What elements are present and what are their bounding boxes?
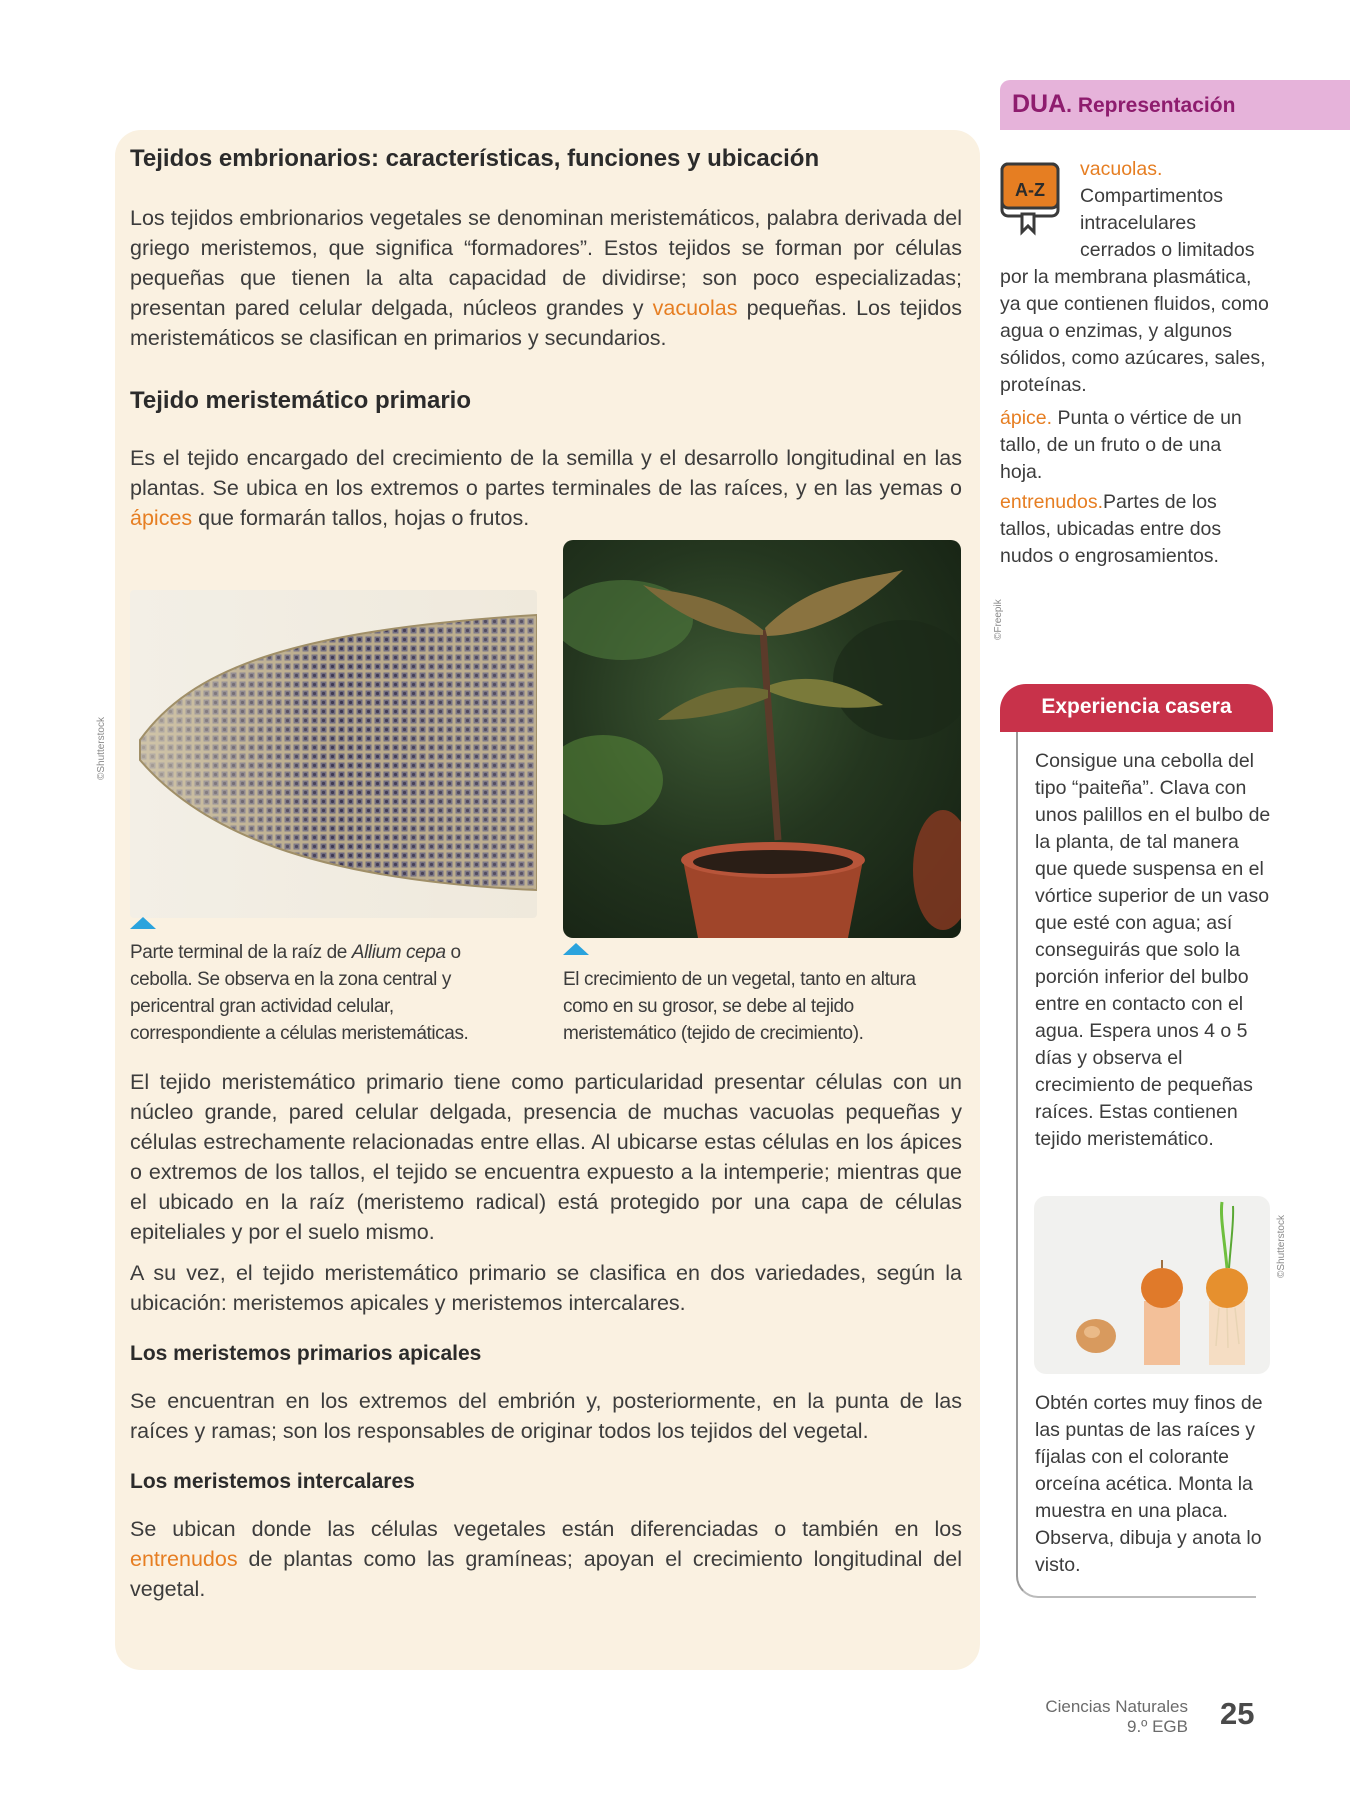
varieties-paragraph: A su vez, el tejido meristemático primario se clasifica en dos variedades, según la ubicación: meristemos apicales y meristemos intercalares. <box>130 1261 962 1315</box>
page-number: 25 <box>1220 1696 1255 1731</box>
caption-marker-icon <box>130 917 156 929</box>
home-experience-lab-instructions: Obtén cortes muy finos de las puntas de las raíces y fíjalas con el colorante orceína acética. Monta la muestra en una placa. Observa, dibuja y anota lo visto. <box>1035 1392 1263 1576</box>
plant-image-credit: ©Freepik <box>993 599 1004 640</box>
glossary-term-vacuolas-title: vacuolas. <box>1080 158 1163 180</box>
root-tip-micrograph-image <box>130 590 537 918</box>
seedling-photo-image <box>563 540 961 938</box>
onion-experiment-image <box>1034 1196 1270 1374</box>
apical-meristems-paragraph: Se encuentran en los extremos del embrión y, posteriormente, en la punta de las raíces y ramas; son los responsables de originar todos los tejidos del vegetal. <box>130 1389 962 1443</box>
glossary-term-apice: ápice. Punta o vértice de un tallo, de un fruto o de una hoja. <box>1000 407 1242 483</box>
caption-marker-icon <box>563 943 589 955</box>
plant-image-caption: El crecimiento de un vegetal, tanto en altura como en su grosor, se debe al tejido meristemático (tejido de crecimiento). <box>563 969 916 1044</box>
primary-tissue-heading: Tejido meristemático primario <box>130 387 471 414</box>
intercalary-meristems-paragraph: Se ubican donde las células vegetales están diferenciadas o también en los entrenudos de plantas como las gramíneas; apoyan el crecimiento longitudinal del vegetal. <box>130 1517 962 1601</box>
particularity-paragraph: El tejido meristemático primario tiene como particularidad presentar células con un núcleo grande, pared celular delgada, presencia de muchas vacuolas pequeñas y células estrechamente relacionadas entre ellas. Al ubicarse estas células en los ápices o extremos de los tallos, el tejido se encuentra expuesto a la intemperie; mientras que el ubicado en la raíz (meristemo radical) está protegido por una capa de células epiteliales y por el suelo mismo. <box>130 1070 962 1244</box>
onion-image-credit: ©Shutterstock <box>1276 1215 1287 1278</box>
home-experience-tab: Experiencia casera <box>1000 684 1273 732</box>
term-link-apices: ápices <box>130 506 193 530</box>
home-experience-instructions: Consigue una cebolla del tipo “paiteña”. Clava con unos palillos en el bulbo de la planta, de tal manera que quede suspensa en el vórtice superior de un vaso que esté con agua; así conseguirás que solo la porción inferior del bulbo entre en contacto con el agua. Espera unos 4 o 5 días y observa el crecimiento de pequeñas raíces. Estas contienen tejido meristemático. <box>1035 750 1271 1150</box>
intercalary-meristems-heading: Los meristemos intercalares <box>130 1470 415 1493</box>
footer-subject: Ciencias Naturales 9.º EGB <box>1045 1697 1188 1736</box>
root-image-caption: Parte terminal de la raíz de Allium cepa o cebolla. Se observa en la zona central y pericentral gran actividad celular, correspondiente a células meristemáticas. <box>130 942 469 1044</box>
apical-meristems-heading: Los meristemos primarios apicales <box>130 1342 482 1365</box>
term-link-entrenudos: entrenudos <box>130 1547 238 1571</box>
svg-text:A-Z: A-Z <box>1015 180 1045 200</box>
term-link-vacuolas: vacuolas <box>652 296 738 320</box>
dua-header: DUA. Representación <box>1000 80 1350 130</box>
glossary-term-entrenudos: entrenudos.Partes de los tallos, ubicadas entre dos nudos o engrosamientos. <box>1000 491 1222 567</box>
glossary-definition-vacuolas: Compartimentos intracelulares cerrados o limitados por la membrana plasmática, ya que contienen fluidos, como agua o enzimas, y algunos sólidos, como azúcares, sales, proteínas. <box>1000 185 1269 396</box>
intro-paragraph: Los tejidos embrionarios vegetales se denominan meristemáticos, palabra derivada del griego meristemos, que significa “formadores”. Estos tejidos se forman por células pequeñas que tienen la alta capacidad de dividirse; son poco especializadas; presentan pared celular delgada, núcleos grandes y vacuolas pequeñas. Los tejidos meristemáticos se clasifican en primarios y secundarios. <box>130 206 962 350</box>
root-image-credit: ©Shutterstock <box>96 717 107 780</box>
primary-tissue-paragraph: Es el tejido encargado del crecimiento de la semilla y el desarrollo longitudinal en las plantas. Se ubica en los extremos o partes terminales de las raíces, y en las yemas o ápices que formarán tallos, hojas o frutos. <box>130 446 962 530</box>
page-title: Tejidos embrionarios: características, funciones y ubicación <box>130 145 820 172</box>
